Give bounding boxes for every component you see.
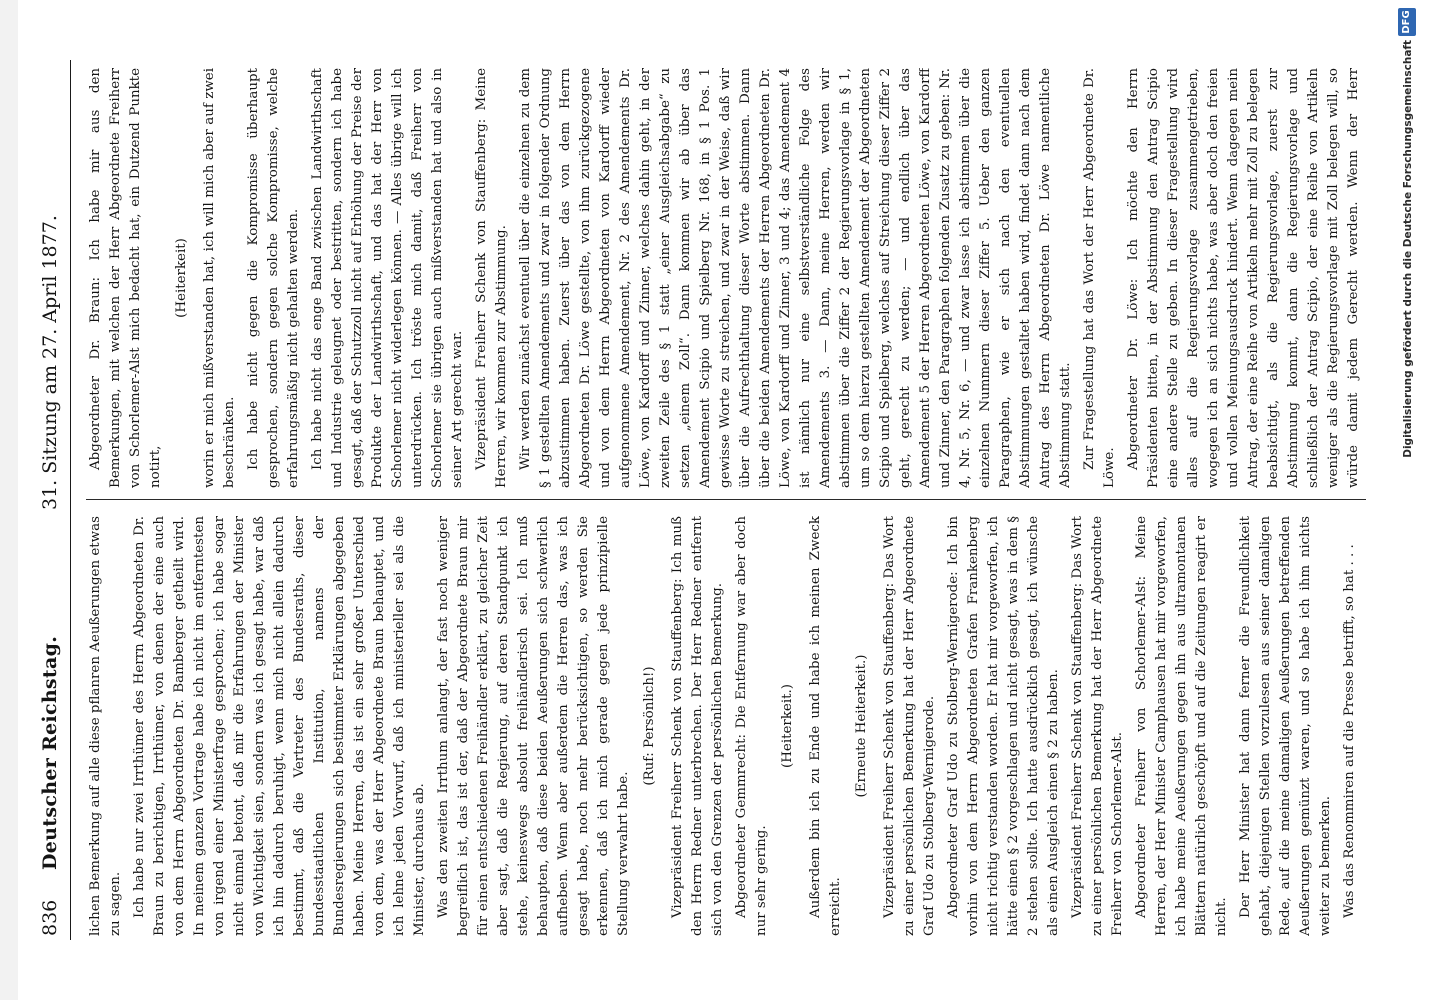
stage-direction: (Ruf: Persönlich!) (642, 666, 657, 786)
paragraph: Wir werden zunächst eventuell über die einzelnen zu dem § 1 gestellten Amendements und zwar in folgender Ordnung abzustimmen haben. Zuerst über das von dem Herrn Abgeordneten Dr. Löwe gestellte, von ihm zurückgezogene und von dem Herrn Abgeordneten von Kardorff wieder aufgenommene Amendement, Nr. 2 des Amendements Dr. Löwe, von Kardorff und Zinner, welches dahin geht, in der zweiten Zeile des § 1 statt „einer Ausgleichsabgabe“ zu setzen „einem Zoll“. Dann kommen wir ab über das Amendement Scipio und Spielberg Nr. 168, in § 1 Pos. 1 gewisse Worte zu streichen, und zwar in der Weise, daß wir über die Aufrechthaltung dieser Worte abstimmen. Dann über die beiden Amendements der Herren Abgeordneten Dr. Löwe, von Kardorff und Zinner, 3 und 4; das Amendement 4 ist nämlich nur eine selbstverständliche Folge des Amendements 3. — Dann, meine Herren, werden wir abstimmen über die Ziffer 2 der Regierungsvorlage in § 1, um so dem hierzu gestellten Amendement der Abgeordneten Scipio und Spielberg, welches auf Streichung dieser Ziffer 2 geht, gerecht zu werden; — und endlich über das Amendement 5 der Herren Abgeordneten Löwe, von Kardorff und Zinner, den Paragraphen folgenden Zusatz zu geben: Nr. 4, Nr. 5, Nr. 6, — und zwar lasse ich abstimmen über die einzelnen Nummern dieser Ziffer 5. Ueber den ganzen Paragraphen, wie er sich nach den eventuellen Abstimmungen gestaltet haben wird, findet dann nach dem Antrag des Herrn Abgeordneten Dr. Löwe namentliche Abstimmung statt. (518, 68, 1073, 488)
paragraph: Abgeordneter Dr. Löwe: Ich möchte den Herrn Präsidenten bitten, in der Abstimmung den Antrag Scipio eine andere Stelle zu geben. In dieser Fragestellung wird alles auf die Regierungsvorlage zusammengetrieben, wogegen ich an sich nichts habe, was aber doch den freien und vollen Meinungsausdruck hindert. Wenn dagegen mein Antrag, der eine Reihe von Artikeln mehr mit Zoll zu belegen beabsichtigt, als die Regierungsvorlage, zuerst zur Abstimmung kommt, dann die Regierungsvorlage und schließlich der Antrag Scipio, der eine Reihe von Artikeln weniger als die Regierungsvorlage mit Zoll belegen will, so würde damit jedem Gerecht werden. Wenn der Herr (1126, 68, 1361, 488)
digitization-footer (1392, 0, 1426, 1000)
stage-direction: (Heiterkeit) (174, 238, 189, 318)
paragraph: Vizepräsident Freiherr Schenk von Stauffenberg: Das Wort zu einer persönlichen Bemerkung hat der Herr Abgeordnete Graf Udo zu Stolberg-Wernigerode. (882, 516, 937, 936)
paragraph: Abgeordneter Gemmrecht: Die Entfernung war aber doch nur sehr gering. (734, 516, 769, 936)
text-column-left (86, 516, 1366, 936)
stage-direction: (Heiterkeit.) (780, 684, 795, 768)
stage-direction: (Erneute Heiterkeit.) (854, 654, 869, 798)
paragraph: Ich habe nicht das enge Band zwischen Landwirthschaft und Industrie geleugnet oder bestritten, sondern ich habe gesagt, daß der Schutzzoll nicht auf Erhöhung der Preise der Produkte der Landwirthschaft, und das hat der Herr von Schorlemer nicht widerlegen können. — Alles übrige will ich unterdrücken. Ich tröste mich damit, daß Freiherr von Schorlemer sie übrigen auch mißverstanden hat und also in seiner Art gerecht war. (310, 68, 465, 488)
paragraph: Der Herr Minister hat dann ferner die Freundlichkeit gehabt, diejenigen Stellen vorzulesen aus seiner damaligen Rede, auf die meine damaligen Aeußerungen betreffenden Aeußerungen gemünzt waren, und so habe ich ihm nichts weiter zu bemerken. (1238, 516, 1333, 936)
paragraph: Ich habe nur zwei Irrthümer des Herrn Abgeordneten Dr. Braun zu berichtigen, Irrthümer, von denen der eine auch von dem Herrn Abgeordneten Dr. Bamberger getheilt wird. In meinem ganzen Vortrage habe ich nicht im entferntesten von irgend einer Ministerfrage gesprochen; ich habe sogar nicht einmal betont, daß mir die Erfahrungen der Minister von Wichtigkeit sien, sondern was ich gesagt habe, war daß ich hin dadurch beruhigt, wenn mich nicht allein dadurch bestimmt, daß die Vertreter des Bundesraths, dieser bundesstaatlichen Institution, namens der Bundesregierungen sich bestimmter Erklärungen abgegeben haben. Meine Herren, das ist ein sehr großer Unterschied von dem, was der Herr Abgeordnete Braun behauptet, und ich lehne jeden Vorwurf, daß ich ministerieller sei als die Minister, durchaus ab. (132, 516, 427, 936)
paragraph: Außerdem bin ich zu Ende und habe ich meinen Zweck erreicht. (808, 516, 843, 936)
session-line: 31. Sitzung am 27. April 1877. (39, 215, 61, 510)
page-number: 836 (39, 899, 61, 936)
paragraph: Was das Renommiren auf die Presse betrifft, so hat . . . (1342, 544, 1357, 918)
page-header (30, 60, 71, 940)
running-title: Deutscher Reichstag. (39, 635, 61, 870)
paragraph: Was den zweiten Irrthum anlangt, der fast noch weniger begreiflich ist, das ist der, daß der Abgeordnete Braun mir für einen entschiedenen Freihändler erklärt, zu gleicher Zeit aber sagt, daß die Regierung, auf deren Standpunkt ich stehe, keineswegs absolut freihändlerisch sei. Ich muß behaupten, daß diese beiden Aeußerungen sich schwerlich aufheben. Wenn aber außerdem die Herren das, was ich gesagt habe, noch mehr berücksichtigen, so werden Sie erkennen, daß ich mich gerade gegen jede prinzipielle Stellung verwahrt habe. (436, 516, 631, 936)
paragraph: lichen Bemerkung auf alle diese pflanren Aeußerungen etwas zu sagen. (88, 516, 123, 936)
dfg-logo: DFG (1398, 8, 1416, 36)
paragraph (1364, 516, 1366, 936)
scan-edge (0, 0, 18, 1000)
paragraph: Vizepräsident Freiherr Schenk von Stauffenberg: Meine Herren, wir kommen zur Abstimmung. (474, 68, 509, 488)
column-divider (86, 499, 1366, 500)
text-column-right (86, 68, 1366, 488)
paragraph: Vizepräsident Freiherr Schenk von Stauffenberg: Das Wort zu einer persönlichen Bemerkung hat der Herr Abgeordnete Freiherr von Schorlemer-Alst. (1070, 516, 1125, 936)
paragraph: Zur Fragestellung hat das Wort der Herr Abgeordnete Dr. Löwe. (1082, 68, 1117, 488)
paragraph: Vizepräsident Freiherr Schenk von Stauffenberg: Ich muß den Herrn Redner unterbrechen. Der Herr Redner entfernt sich von den Grenzen der persönlichen Bemerkung. (670, 516, 725, 936)
paragraph: Abgeordneter Graf Udo zu Stolberg-Wernigerode: Ich bin vorhin von dem Herrn Abgeordneten Grafen Frankenberg nicht richtig verstanden worden. Er hat mir vorgeworfen, ich hätte einen § 2 vorgeschlagen und nicht gesagt, was in dem § 2 stehen sollte. Ich hatte ausdrücklich gesagt, ich wünsche als einen Ausgleich einen § 2 zu haben. (946, 516, 1061, 936)
paragraph: Abgeordneter Freiherr von Schorlemer-Alst: Meine Herren, der Herr Minister Camphausen hat mir vorgeworfen, ich habe meine Aeußerungen gegen ihn aus ultramontanen Blättern natürlich geschöpft und auf die Zeitungen reagirt er nicht. (1134, 516, 1229, 936)
paragraph: Abgeordneter Dr. Braun: Ich habe mir aus den Bemerkungen, mit welchen der Herr Abgeordnete Freiherr von Schorlemer-Alst mich bedacht hat, ein Dutzend Punkte notirt, (88, 68, 163, 488)
paragraph: worin er mich mißverstanden hat, ich will mich aber auf zwei beschränken. (202, 68, 237, 488)
paragraph: Ich habe nicht gegen die Kompromisse überhaupt gesprochen, sondern gegen solche Kompromisse, welche erfahrungsmäßig nicht gehalten werden. (246, 68, 301, 488)
digitization-note: Digitalisierung gefördert durch die Deutsche Forschungsgemeinschaft (1402, 40, 1414, 458)
